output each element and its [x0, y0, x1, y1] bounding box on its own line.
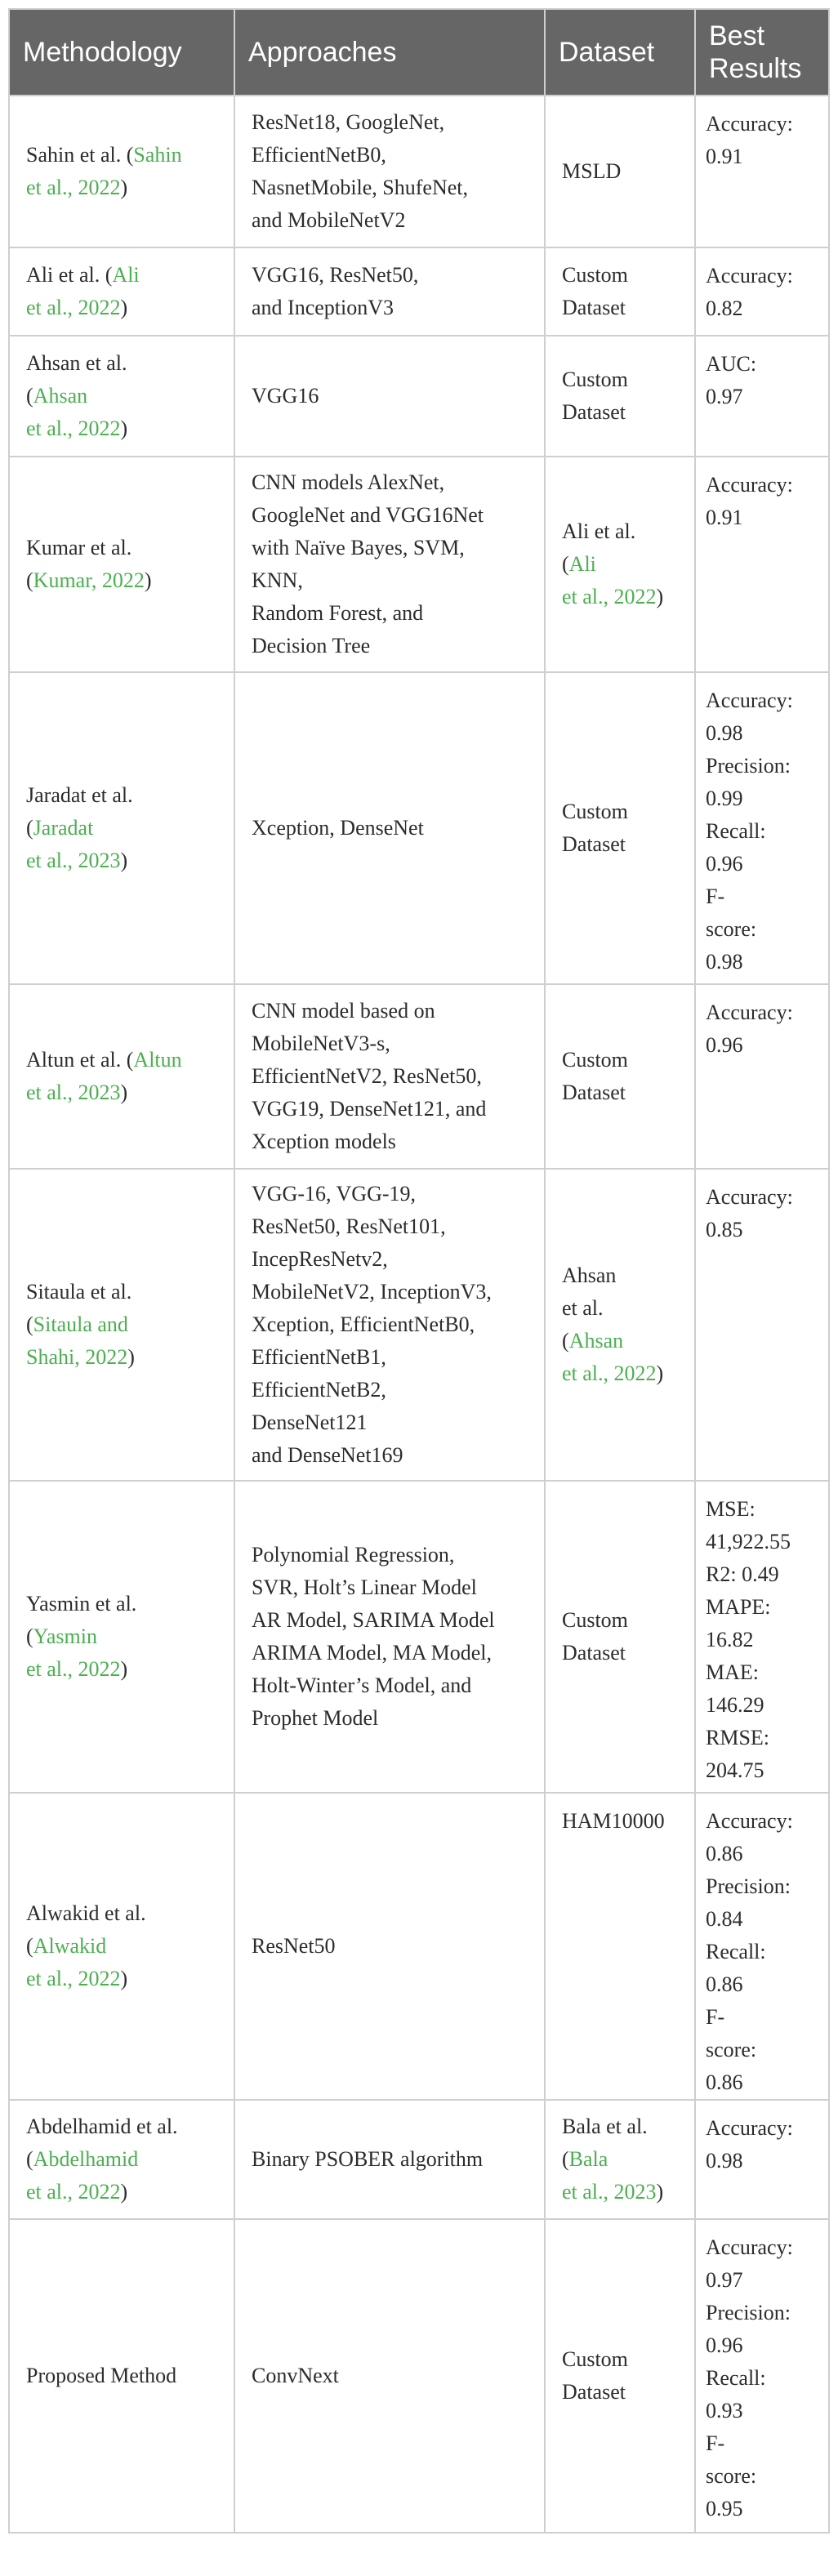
methodology-cell: [9, 457, 234, 672]
best-results-cell: Accuracy: 0.91: [695, 96, 829, 247]
dataset-cell: [545, 96, 695, 247]
citation-close: ): [120, 1967, 128, 1990]
methodology-cell: [9, 672, 234, 984]
header-methodology: Methodology: [9, 9, 234, 96]
methodology-text: Abdelhamid et al. (: [26, 2115, 178, 2171]
approaches-cell: ResNet18, GoogleNet, EfficientNetB0, NasnetMobile, ShufeNet, and MobileNetV2: [234, 96, 545, 247]
citation-link[interactable]: Alwakid et al., 2022: [26, 1934, 121, 1990]
best-results-cell: Accuracy: 0.98: [695, 2100, 829, 2219]
dataset-cell: [545, 2219, 695, 2533]
approaches-cell: Binary PSOBER algorithm: [234, 2100, 545, 2219]
methodology-text: Ahsan et al. (: [26, 351, 127, 408]
methodology-cell: [9, 1481, 234, 1793]
methodology-text: Sahin et al. (: [26, 143, 134, 167]
citation-close: ): [144, 568, 152, 592]
dataset-text: HAM10000: [562, 1809, 665, 1833]
methodology-text: Sitaula et al. (: [26, 1280, 132, 1336]
dataset-cell: [545, 247, 695, 336]
dataset-text: Custom Dataset: [562, 263, 628, 319]
dataset-citation-link[interactable]: Ali et al., 2022: [562, 552, 657, 608]
dataset-cell: [545, 672, 695, 984]
header-approaches: Approaches: [234, 9, 545, 96]
best-results-cell: Accuracy: 0.82: [695, 247, 829, 336]
dataset-citation-close: ): [656, 2180, 664, 2204]
dataset-cell: [545, 457, 695, 672]
dataset-text: Custom Dataset: [562, 800, 628, 856]
approaches-cell: CNN models AlexNet, GoogleNet and VGG16Net with Naïve Bayes, SVM, KNN, Random Forest, and Decision Tree: [234, 457, 545, 672]
dataset-cell: [545, 1793, 695, 2100]
dataset-citation-close: ): [656, 585, 664, 608]
citation-link[interactable]: Yasmin et al., 2022: [26, 1624, 121, 1681]
methodology-text: Altun et al. (: [26, 1048, 134, 1072]
header-row: [9, 9, 829, 96]
table-row: [9, 672, 829, 984]
citation-close: ): [120, 176, 128, 199]
methodology-cell: [9, 96, 234, 247]
table-row: [9, 336, 829, 457]
best-results-cell: Accuracy: 0.98 Precision: 0.99 Recall: 0.96 F- score: 0.98: [695, 672, 829, 984]
table-row: [9, 1793, 829, 2100]
methodology-cell: [9, 2100, 234, 2219]
citation-link[interactable]: Abdelhamid et al., 2022: [26, 2147, 139, 2204]
dataset-cell: [545, 984, 695, 1169]
dataset-text: Ali et al. (: [562, 519, 636, 576]
dataset-citation-close: ): [656, 1362, 664, 1385]
dataset-citation-link[interactable]: Bala et al., 2023: [562, 2147, 657, 2204]
header-best-results: Best Results: [695, 9, 829, 96]
citation-link[interactable]: Ahsan et al., 2022: [26, 384, 121, 440]
table-row: [9, 1481, 829, 1793]
dataset-text: Custom Dataset: [562, 368, 628, 424]
methodology-text: Kumar et al. (: [26, 536, 132, 592]
table-row: [9, 984, 829, 1169]
table-row: [9, 2219, 829, 2533]
best-results-cell: Accuracy: 0.91: [695, 457, 829, 672]
citation-close: ): [120, 417, 128, 440]
approaches-cell: VGG16, ResNet50, and InceptionV3: [234, 247, 545, 336]
methodology-cell: [9, 247, 234, 336]
best-results-cell: Accuracy: 0.85: [695, 1169, 829, 1481]
citation-link[interactable]: Sitaula and Shahi, 2022: [26, 1313, 128, 1369]
table-row: [9, 247, 829, 336]
dataset-cell: [545, 336, 695, 457]
best-results-cell: Accuracy: 0.97 Precision: 0.96 Recall: 0.93 F- score: 0.95: [695, 2219, 829, 2533]
dataset-cell: [545, 1481, 695, 1793]
table-row: [9, 96, 829, 247]
methodology-text: Proposed Method: [26, 2364, 177, 2387]
dataset-text: MSLD: [562, 159, 622, 183]
citation-link[interactable]: Jaradat et al., 2023: [26, 816, 121, 872]
best-results-cell: Accuracy: 0.86 Precision: 0.84 Recall: 0.86 F- score: 0.86: [695, 1793, 829, 2100]
dataset-text: Custom Dataset: [562, 2347, 628, 2404]
dataset-text: Bala et al. (: [562, 2115, 648, 2171]
citation-link[interactable]: Kumar, 2022: [33, 568, 145, 592]
table-row: [9, 1169, 829, 1481]
approaches-cell: Xception, DenseNet: [234, 672, 545, 984]
approaches-cell: VGG-16, VGG-19, ResNet50, ResNet101, IncepResNetv2, MobileNetV2, InceptionV3, Xception, EfficientNetB0, EfficientNetB1, EfficientNetB2, DenseNet121 and DenseNet169: [234, 1169, 545, 1481]
citation-link[interactable]: Sahin et al., 2022: [26, 143, 182, 199]
dataset-text: Custom Dataset: [562, 1608, 628, 1665]
methodology-cell: [9, 984, 234, 1169]
comparison-table: [8, 8, 830, 2534]
approaches-cell: ConvNext: [234, 2219, 545, 2533]
approaches-cell: CNN model based on MobileNetV3-s, EfficientNetV2, ResNet50, VGG19, DenseNet121, and Xception models: [234, 984, 545, 1169]
approaches-cell: Polynomial Regression, SVR, Holt’s Linear Model AR Model, SARIMA Model ARIMA Model, MA Model, Holt-Winter’s Model, and Prophet Model: [234, 1481, 545, 1793]
methodology-cell: [9, 336, 234, 457]
dataset-citation-link[interactable]: Ahsan et al., 2022: [562, 1329, 657, 1385]
best-results-cell: Accuracy: 0.96: [695, 984, 829, 1169]
methodology-text: Alwakid et al. (: [26, 1901, 146, 1958]
best-results-cell: MSE: 41,922.55 R2: 0.49 MAPE: 16.82 MAE: 146.29 RMSE: 204.75: [695, 1481, 829, 1793]
methodology-text: Ali et al. (: [26, 263, 113, 287]
methodology-cell: [9, 1169, 234, 1481]
citation-link[interactable]: Ali et al., 2022: [26, 263, 140, 319]
methodology-cell: [9, 2219, 234, 2533]
best-results-cell: AUC: 0.97: [695, 336, 829, 457]
dataset-cell: [545, 1169, 695, 1481]
dataset-cell: [545, 2100, 695, 2219]
citation-close: ): [127, 1345, 135, 1369]
table-row: [9, 2100, 829, 2219]
methodology-text: Jaradat et al. (: [26, 783, 133, 840]
citation-close: ): [120, 849, 128, 872]
methodology-cell: [9, 1793, 234, 2100]
approaches-cell: ResNet50: [234, 1793, 545, 2100]
header-dataset: Dataset: [545, 9, 695, 96]
citation-close: ): [120, 1657, 128, 1681]
dataset-text: Ahsan et al. (: [562, 1263, 617, 1353]
approaches-cell: VGG16: [234, 336, 545, 457]
methodology-text: Yasmin et al. (: [26, 1592, 137, 1648]
table-row: [9, 457, 829, 672]
citation-close: ): [120, 296, 128, 319]
citation-link[interactable]: Altun et al., 2023: [26, 1048, 182, 1104]
dataset-text: Custom Dataset: [562, 1048, 628, 1104]
citation-close: ): [120, 1081, 128, 1104]
citation-close: ): [120, 2180, 128, 2204]
